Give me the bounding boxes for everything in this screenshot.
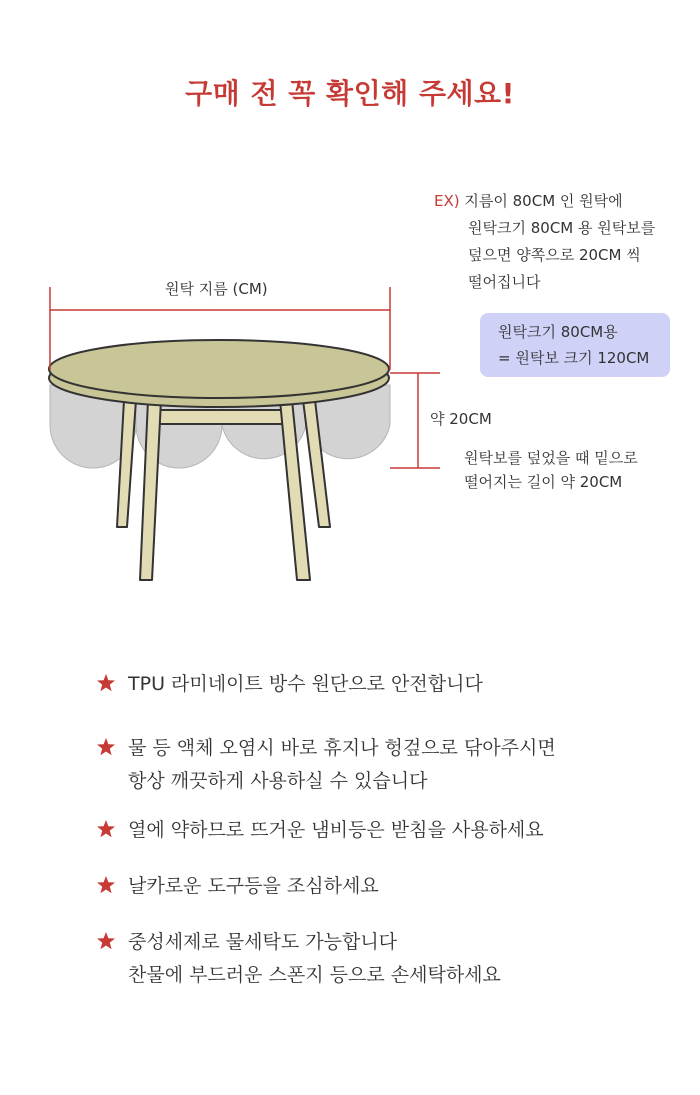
caution-text: 중성세제로 물세탁도 가능합니다: [128, 931, 398, 953]
table-diagram: [0, 170, 700, 600]
drop-note-line: 떨어지는 길이 약 20CM: [464, 473, 623, 491]
caution-text: TPU 라미네이트 방수 원단으로 안전합니다: [128, 673, 483, 695]
drop-label: 약 20CM: [430, 410, 492, 428]
drop-note: [464, 446, 638, 494]
table-apron: [150, 410, 290, 424]
caution-text: 날카로운 도구등을 조심하세요: [128, 875, 379, 897]
star-icon: [96, 819, 116, 839]
star-icon: [96, 673, 116, 693]
caution-text: 항상 깨끗하게 사용하실 수 있습니다: [128, 770, 428, 792]
size-callout: [480, 313, 670, 377]
star-icon: [96, 875, 116, 895]
page-title: 구매 전 꼭 확인해 주세요!: [185, 77, 515, 110]
caution-text: 찬물에 부드러운 스폰지 등으로 손세탁하세요: [128, 964, 501, 986]
example-line: 지름이 80CM 인 원탁에: [464, 192, 623, 210]
tabletop: [49, 340, 389, 398]
example-line: 원탁크기 80CM 용 원탁보를: [468, 219, 656, 237]
callout-line: = 원탁보 크기 120CM: [498, 349, 650, 367]
diameter-label: 원탁 지름 (CM): [165, 280, 268, 298]
example-text: [434, 188, 655, 296]
example-tag: EX): [434, 192, 460, 210]
example-line: 떨어집니다: [468, 273, 541, 291]
caution-text: 열에 약하므로 뜨거운 냄비등은 받침을 사용하세요: [128, 819, 544, 841]
star-icon: [96, 931, 116, 951]
callout-line: 원탁크기 80CM용: [498, 323, 618, 341]
star-icon: [96, 737, 116, 757]
drop-note-line: 원탁보를 덮었을 때 밑으로: [464, 449, 638, 467]
caution-text: 물 등 액체 오염시 바로 휴지나 헝겊으로 닦아주시면: [128, 737, 556, 759]
example-line: 덮으면 양쪽으로 20CM 씩: [468, 246, 641, 264]
